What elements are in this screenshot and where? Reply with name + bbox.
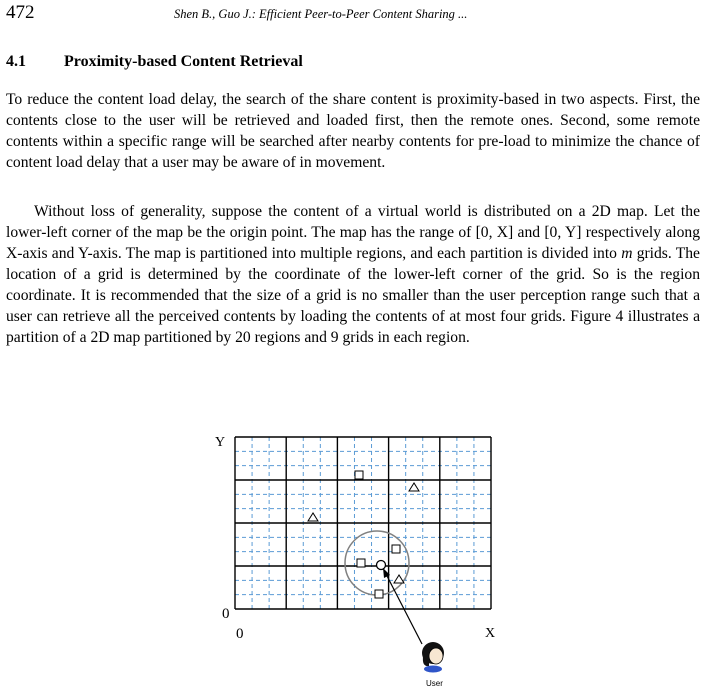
square-content-icon	[355, 471, 363, 479]
paragraph-2-text-b: grids. The location of a grid is determined by the coordinate of the lower-left corner of the grid. So is the region coordinate. It is recommended that the size of a grid is no smaller than the user perception range such that a user can retrieve all the perceived contents by loading the contents of at most four grids. Figure 4 illustrates a partition of a 2D map partitioned by 20 regions and 9 grids in each region.	[6, 245, 700, 346]
running-title: Shen B., Guo J.: Efficient Peer-to-Peer Content Sharing ...	[174, 7, 468, 21]
square-content-icon	[375, 590, 383, 598]
user-label: User	[426, 679, 443, 688]
circle-user-position-icon	[377, 561, 386, 570]
triangle-content-icon	[308, 513, 318, 521]
section-number: 4.1	[6, 53, 26, 70]
square-content-icon	[357, 559, 365, 567]
paragraph-2	[6, 201, 700, 348]
user-avatar-icon	[422, 642, 444, 673]
triangle-content-icon	[409, 483, 419, 491]
page-header	[6, 2, 699, 26]
square-content-icon	[392, 545, 400, 553]
figure-4-map-partition	[200, 428, 520, 692]
variable-m: m	[621, 245, 633, 262]
triangle-content-icon	[394, 575, 404, 583]
origin-y-label: 0	[222, 606, 230, 622]
map-diagram	[200, 428, 520, 692]
paragraph-1: To reduce the content load delay, the search of the share content is proximity-based in two aspects. First, the contents close to the user will be retrieved and loaded first, then the remote ones. Second, some remote contents within a specific range will be searched after nearby contents for pre-load to minimize the chance of content load delay that a user may be aware of in movement.	[6, 91, 700, 171]
x-axis-label: X	[485, 626, 496, 641]
paragraph-2-text-a: Without loss of generality, suppose the content of a virtual world is distributed on a 2D map. Let the lower-left corner of the map be the origin point. The map has the range of [0, X] and [0, Y] respectively along X-axis and Y-axis. The map is partitioned into multiple regions, and each partition is divided into	[6, 203, 700, 262]
region-lines	[235, 437, 491, 609]
origin-x-label: 0	[236, 626, 244, 642]
section-heading	[6, 53, 303, 71]
section-title: Proximity-based Content Retrieval	[64, 53, 303, 70]
y-axis-label: Y	[215, 435, 226, 450]
page-number: 472	[6, 2, 35, 23]
